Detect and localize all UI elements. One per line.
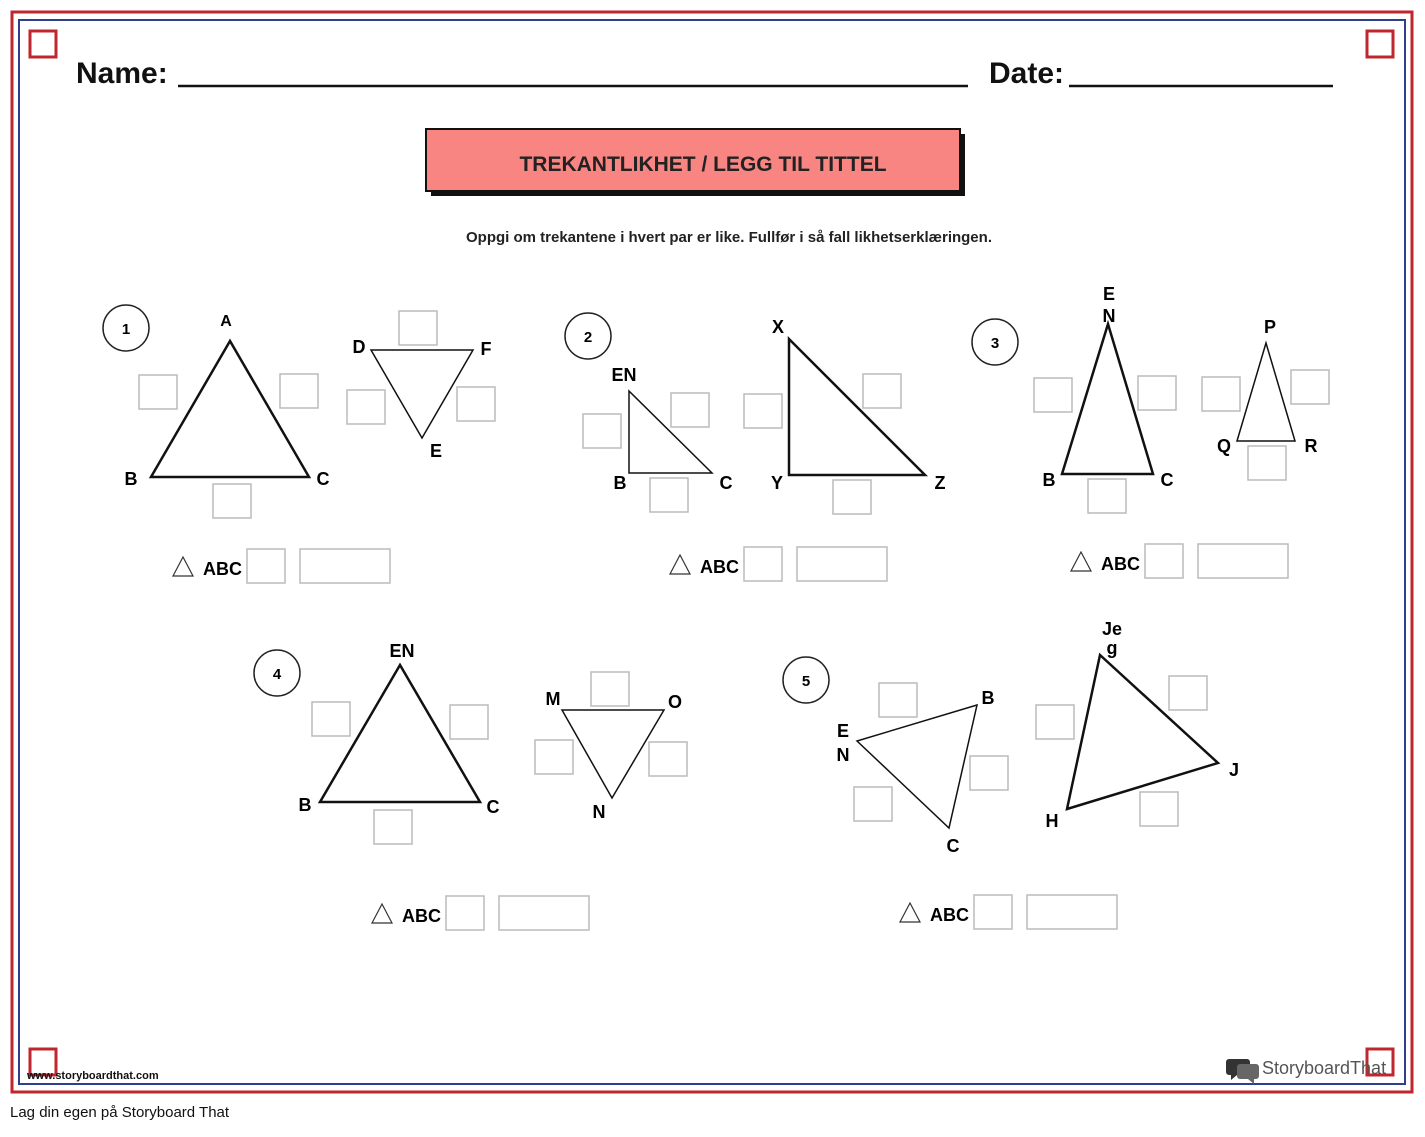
vertex-label: Q bbox=[1216, 436, 1232, 456]
problem-4 bbox=[254, 641, 687, 930]
vertex-label: M bbox=[545, 689, 561, 709]
vertex-label: D bbox=[352, 337, 366, 357]
triangle-symbol-icon bbox=[372, 904, 392, 923]
vertex-label: J bbox=[1228, 760, 1240, 780]
problem-1 bbox=[103, 305, 495, 583]
statement-box-wide[interactable] bbox=[1027, 895, 1117, 929]
answer-boxes[interactable] bbox=[312, 672, 687, 844]
statement-prefix: ABC bbox=[1101, 554, 1140, 574]
vertex-label: C bbox=[719, 473, 733, 493]
statement-box-wide[interactable] bbox=[499, 896, 589, 930]
statement-prefix: ABC bbox=[203, 559, 242, 579]
vertex-label: C bbox=[946, 836, 960, 856]
triangle-symbol-icon bbox=[670, 555, 690, 574]
answer-boxes[interactable] bbox=[854, 676, 1207, 826]
problem-5 bbox=[783, 619, 1239, 929]
vertex-label: C bbox=[316, 469, 330, 489]
problem-number: 1 bbox=[121, 321, 131, 338]
triangle-abc bbox=[857, 705, 977, 828]
vertex-label: X bbox=[771, 317, 785, 337]
speech-bubble-icon bbox=[1226, 1059, 1259, 1084]
vertex-label: B bbox=[298, 795, 312, 815]
problem-2 bbox=[565, 313, 946, 581]
vertex-label: Y bbox=[770, 473, 784, 493]
statement-box-small[interactable] bbox=[247, 549, 285, 583]
vertex-label: B bbox=[613, 473, 627, 493]
problem-number: 3 bbox=[990, 335, 1000, 352]
brand-name: StoryboardThat bbox=[1262, 1058, 1387, 1078]
statement-box-small[interactable] bbox=[1145, 544, 1183, 578]
similarity-statement bbox=[900, 895, 1117, 929]
triangle-pqr bbox=[1237, 343, 1295, 441]
title-banner bbox=[426, 129, 965, 196]
statement-prefix: ABC bbox=[930, 905, 969, 925]
vertex-label: E bbox=[836, 721, 850, 741]
vertex-label: F bbox=[480, 339, 492, 359]
triangle-symbol-icon bbox=[900, 903, 920, 922]
triangle-abc bbox=[1062, 324, 1153, 474]
statement-box-wide[interactable] bbox=[300, 549, 390, 583]
date-label: Date: bbox=[989, 57, 1065, 90]
statement-prefix: ABC bbox=[700, 557, 739, 577]
triangle-xyz bbox=[789, 339, 925, 475]
vertex-label: g bbox=[1106, 638, 1118, 658]
vertex-label: R bbox=[1304, 436, 1318, 456]
statement-box-wide[interactable] bbox=[1198, 544, 1288, 578]
vertex-label: EN bbox=[611, 365, 637, 385]
triangle-symbol-icon bbox=[173, 557, 193, 576]
name-label: Name: bbox=[76, 57, 168, 90]
instructions: Oppgi om trekantene i hvert par er like. Fullfør i så fall likhetserklæringen. bbox=[466, 229, 992, 246]
answer-boxes[interactable] bbox=[583, 374, 901, 514]
vertex-label: B bbox=[1042, 470, 1056, 490]
problem-3 bbox=[972, 284, 1329, 578]
vertex-label: O bbox=[667, 692, 683, 712]
vertex-label: N bbox=[836, 745, 850, 765]
storyboardthat-logo[interactable] bbox=[1226, 1058, 1386, 1084]
triangle-symbol-icon bbox=[1071, 552, 1091, 571]
vertex-label: B bbox=[124, 469, 138, 489]
problem-number: 2 bbox=[583, 329, 593, 346]
vertex-label: N bbox=[592, 802, 606, 822]
vertex-label: E bbox=[429, 441, 443, 461]
similarity-statement bbox=[173, 549, 390, 583]
vertex-label: C bbox=[486, 797, 500, 817]
similarity-statement bbox=[670, 547, 887, 581]
vertex-label: P bbox=[1263, 317, 1277, 337]
vertex-label: E bbox=[1102, 284, 1116, 304]
similarity-statement bbox=[1071, 544, 1288, 578]
vertex-label: B bbox=[981, 688, 995, 708]
statement-box-small[interactable] bbox=[744, 547, 782, 581]
statement-box-wide[interactable] bbox=[797, 547, 887, 581]
problem-number: 4 bbox=[272, 666, 282, 683]
statement-box-small[interactable] bbox=[974, 895, 1012, 929]
vertex-label: H bbox=[1045, 811, 1059, 831]
vertex-label: Je bbox=[1101, 619, 1123, 639]
vertex-label: C bbox=[1160, 470, 1174, 490]
triangle-hij bbox=[1067, 655, 1218, 809]
statement-box-small[interactable] bbox=[446, 896, 484, 930]
page-title: TREKANTLIKHET / LEGG TIL TITTEL bbox=[519, 153, 887, 176]
triangle-abc bbox=[320, 665, 480, 802]
problem-number: 5 bbox=[801, 673, 811, 690]
statement-prefix: ABC bbox=[402, 906, 441, 926]
watermark-url[interactable]: www.storyboardthat.com bbox=[27, 1070, 159, 1082]
similarity-statement bbox=[372, 896, 589, 930]
vertex-label: A bbox=[220, 313, 232, 330]
vertex-label: N bbox=[1102, 306, 1116, 326]
footer-caption[interactable]: Lag din egen på Storyboard That bbox=[10, 1104, 230, 1121]
vertex-label: Z bbox=[934, 473, 946, 493]
vertex-label: EN bbox=[389, 641, 415, 661]
